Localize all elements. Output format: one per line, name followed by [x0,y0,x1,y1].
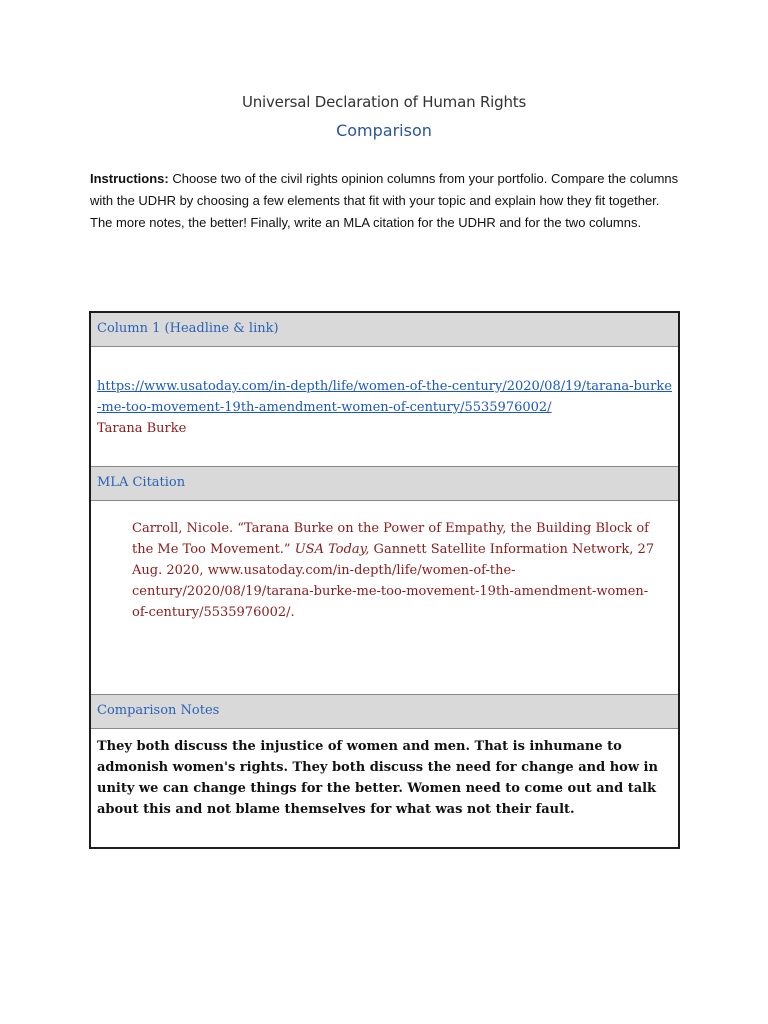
notes-text: They both discuss the injustice of women and men. That is inhumane to admonish women's rights. They both discuss the need for change and how in unity we can change things for the better. Women need to come out and talk about this and not blame themselves for what was not their fault. [97,739,658,817]
notes-header-row [91,695,678,729]
document-title: Universal Declaration of Human Rights [241,93,527,111]
notes-header-label: Comparison Notes [97,703,220,718]
column1-header-label: Column 1 (Headline & link) [97,321,279,336]
citation-header-label: MLA Citation [97,475,186,490]
instructions-paragraph [90,168,680,234]
column1-content-row [91,347,678,467]
instructions-lead: Instructions: [90,171,169,186]
notes-content-row [91,729,678,847]
column1-header-row [91,313,678,347]
comparison-table [89,311,680,849]
citation-text-part2: Gannett Satellite Information Network, 27 Aug. 2020, www.usatoday.com/in-depth/life/women-of-the-century/2020/08/19/tarana-burke-me-too-movement-19th-amendment-women-of-century/5535976002/. [132,542,655,620]
citation-text-part1: Carroll, Nicole. “Tarana Burke on the Power of Empathy, the Building Block of the Me Too Movement.” [132,521,649,557]
instructions-text: Choose two of the civil rights opinion columns from your portfolio. Compare the columns with the UDHR by choosing a few elements that fit with your topic and explain how they fit together. The more notes, the better! Finally, write an MLA citation for the UDHR and for the two columns. [90,171,679,230]
column1-link[interactable]: https://www.usatoday.com/in-depth/life/women-of-the-century/2020/08/19/tarana-burke-me-too-movement-19th-amendment-women-of-century/5535976002/ [97,379,672,415]
column1-author: Tarana Burke [97,421,187,436]
citation-header-row [91,467,678,501]
document-subtitle: Comparison [336,121,432,140]
citation-content-row [91,501,678,695]
citation-publication: USA Today, [294,542,370,557]
